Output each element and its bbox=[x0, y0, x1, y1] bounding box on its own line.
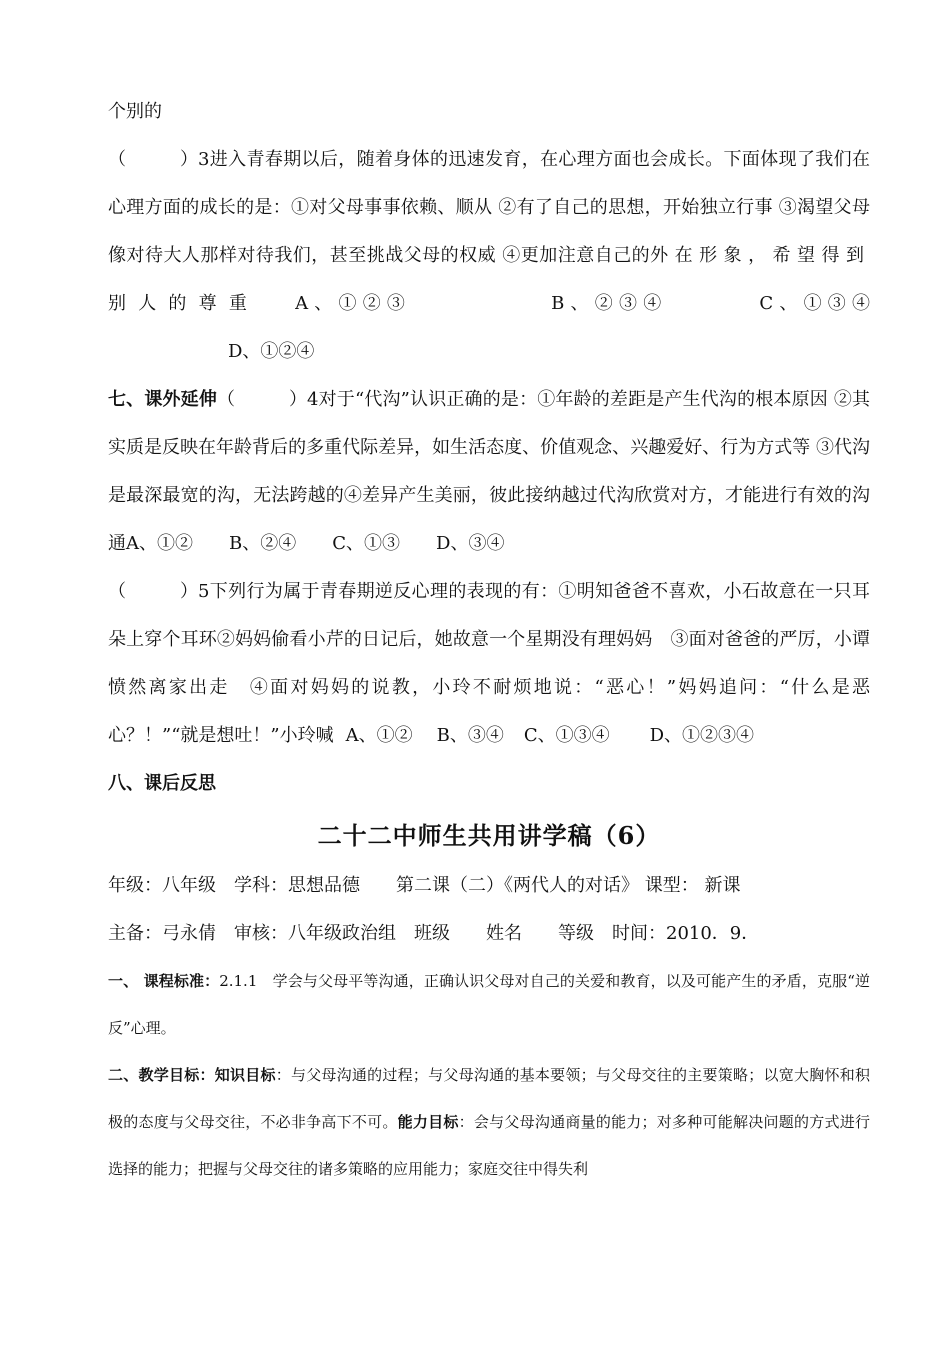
section-7 bbox=[108, 376, 870, 568]
ability-goal-label: 能力目标 bbox=[397, 1113, 459, 1131]
q4-option-d: D、③④ bbox=[436, 533, 505, 554]
section-2 bbox=[108, 1052, 870, 1193]
section-2-heading: 二、教学目标： bbox=[108, 1066, 215, 1084]
q5-text: 5下列行为属于青春期逆反心理的表现的有：①明知爸爸不喜欢，小石故意在一只耳朵上穿个耳环②妈妈偷看小芹的日记后，她故意一个星期没有理妈妈 ③面对爸爸的严厉，小谭愤然离家出走 ④面对妈妈的说教，小玲不耐烦地说：“恶心！”妈妈追问：“什么是恶心？！”“就是想吐！”小玲喊 bbox=[108, 581, 870, 746]
section-7-heading: 七、课外延伸 bbox=[108, 389, 218, 410]
q4-option-c: C、①③ bbox=[332, 533, 401, 554]
q3-option-c: C、①③④ bbox=[759, 293, 871, 314]
q4-text: 4对于“代沟”认识正确的是：①年龄的差距是产生代沟的根本原因 ②其实质是反映在年龄背后的多重代际差异，如生活态度、价值观念、兴趣爱好、行为方式等 ③代沟是最深最宽的沟，无法跨越的④差异产生美丽，彼此接纳越过代沟欣赏对方，才能进行有效的沟通 bbox=[108, 389, 870, 554]
q3-text-spaced: 外在形象，希望得到别人的尊重 bbox=[108, 245, 871, 314]
section-1-heading: 一、 课程标准： bbox=[108, 972, 220, 990]
q5-option-b: B、③④ bbox=[436, 725, 504, 746]
q5-option-c: C、①③④ bbox=[523, 725, 610, 746]
document-title: 二十二中师生共用讲学稿（6） bbox=[317, 821, 661, 850]
q5-option-a: A、①② bbox=[345, 725, 413, 746]
answer-blank-5: （ ） bbox=[108, 581, 198, 602]
q3-option-d: D、①②④ bbox=[228, 341, 315, 362]
q3-text: 3进入青春期以后，随着身体的迅速发育，在心理方面也会成长。下面体现了我们在心理方面的成长的是：①对父母事事依赖、顺从 ②有了自己的思想，开始独立行事 ③渴望父母像对待大人那样对待我们，甚至挑战父母的权威 ④更加注意自己的 bbox=[108, 149, 870, 266]
meta-line-2: 主备：弓永倩 审核：八年级政治组 班级 姓名 等级 时间：2010．9． bbox=[108, 923, 760, 944]
document-page bbox=[108, 88, 870, 1193]
q5-option-d: D、①②③④ bbox=[649, 725, 755, 746]
knowledge-goal-text: ：与父母沟通的过程；与父母沟通的基本要领；与父母交往的主要策略；以宽大胸怀和积极的态度与父母交往，不必非争高下不可。 bbox=[108, 1066, 870, 1131]
q4-option-a: A、①② bbox=[126, 533, 193, 554]
knowledge-goal-label: 知识目标 bbox=[214, 1066, 276, 1084]
q2-tail: 个别的 bbox=[108, 101, 162, 122]
q3-option-b: B、②③④ bbox=[551, 293, 668, 314]
meta-line-1: 年级：八年级 学科：思想品德 第二课（二）《两代人的对话》 课型： 新课 bbox=[108, 875, 741, 896]
answer-blank-4: （ ） bbox=[217, 389, 308, 410]
question-5 bbox=[108, 568, 870, 760]
question-3 bbox=[108, 136, 870, 376]
section-8-heading: 八、课后反思 bbox=[108, 773, 216, 794]
q3-option-a: A、①②③ bbox=[295, 293, 412, 314]
ability-goal-text: ：会与父母沟通商量的能力；对多种可能解决问题的方式进行选择的能力；把握与父母交往的诸多策略的应用能力；家庭交往中得失利 bbox=[108, 1113, 870, 1178]
answer-blank-3: （ ） bbox=[108, 149, 198, 170]
q4-option-b: B、②④ bbox=[229, 533, 297, 554]
section-1-text: 2.1.1 学会与父母平等沟通，正确认识父母对自己的关爱和教育，以及可能产生的矛盾，克服“逆反”心理。 bbox=[108, 972, 870, 1037]
section-1 bbox=[108, 958, 870, 1052]
